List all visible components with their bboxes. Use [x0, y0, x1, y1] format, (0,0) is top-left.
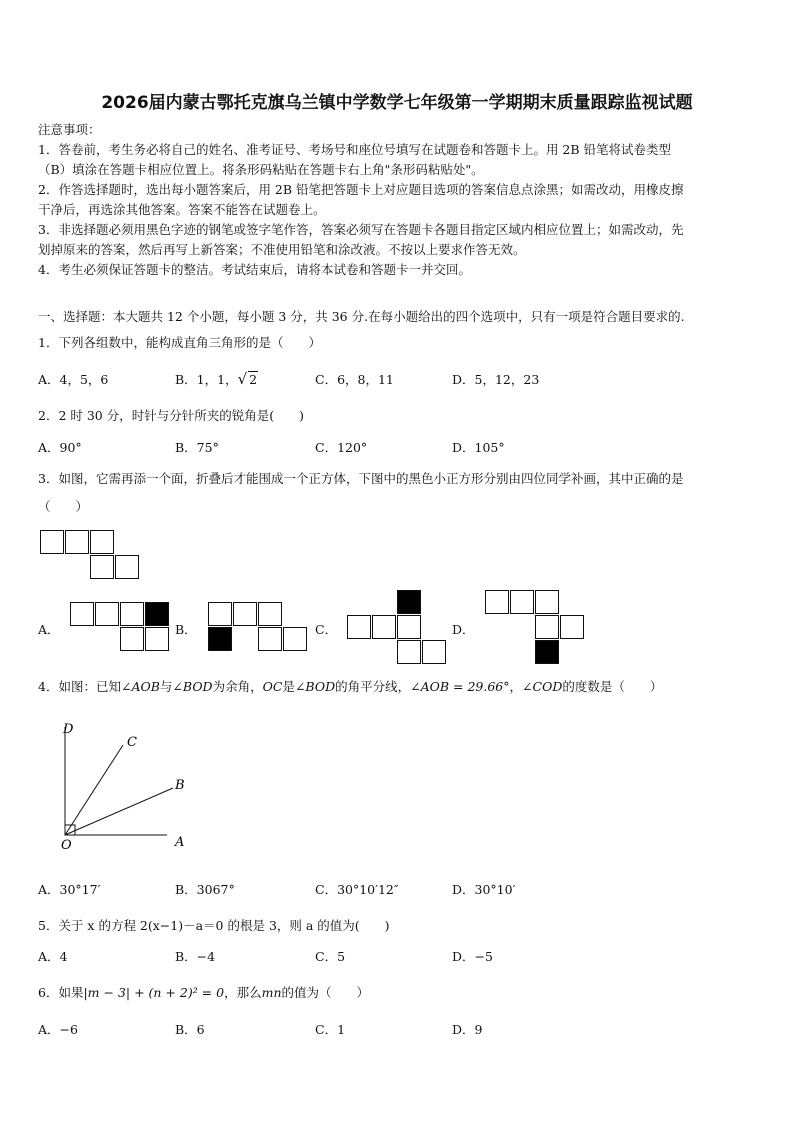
net-cell-black: [535, 640, 559, 664]
net-cell: [95, 602, 119, 626]
net-cell: [120, 602, 144, 626]
q4-equation: ∠AOB = 29.66°: [410, 679, 510, 694]
q6-mn: mn: [261, 985, 282, 1000]
net-cell: [535, 615, 559, 639]
q6-option-c[interactable]: C．1: [315, 1022, 346, 1037]
q4-option-d[interactable]: D．30°10′: [452, 882, 516, 897]
q3-option-a[interactable]: A．: [38, 622, 60, 637]
q3-option-d[interactable]: D．: [452, 622, 475, 637]
question-1-stem: 1．下列各组数中，能构成直角三角形的是（ ）: [38, 335, 321, 350]
net-cell: [422, 640, 446, 664]
q1-option-b-prefix: B．1，1，: [175, 372, 238, 387]
net-cell: [65, 530, 89, 554]
q4-option-b[interactable]: B．3067°: [175, 882, 235, 897]
q5-option-c[interactable]: C．5: [315, 949, 346, 964]
notice-line: 1．答卷前，考生务必将自己的姓名、准考证号、考场号和座位号填写在试题卷和答题卡上。用 2B 铅笔将试卷类型: [38, 142, 672, 157]
q5-option-a[interactable]: A．4: [38, 949, 68, 964]
section-heading: 一、选择题：本大题共 12 个小题，每小题 3 分，共 36 分.在每小题给出的四个选项中，只有一项是符合题目要求的.: [38, 309, 685, 324]
q6-text: 的值为（ ）: [281, 985, 370, 1000]
q4-text: ，: [509, 679, 523, 694]
notice-block: [38, 120, 760, 280]
q4-angle-diagram: [55, 715, 205, 855]
net-cell: [372, 615, 396, 639]
net-cell-black: [397, 590, 421, 614]
question-6-stem: [38, 983, 369, 1001]
q4-text: 的角平分线，: [335, 679, 411, 694]
notice-line: （B）填涂在答题卡相应位置上。将条形码粘贴在答题卡右上角"条形码粘贴处"。: [38, 162, 484, 177]
net-cell: [145, 627, 169, 651]
net-cell: [485, 590, 509, 614]
q4-angle-cod: ∠COD: [522, 679, 563, 694]
notice-line: 划掉原来的答案，然后再写上新答案；不准使用铅笔和涂改液。不按以上要求作答无效。: [38, 242, 526, 257]
net-cell: [115, 555, 139, 579]
q2-option-d[interactable]: D．105°: [452, 440, 505, 455]
q6-option-d[interactable]: D．9: [452, 1022, 483, 1037]
q4-option-c[interactable]: C．30°10′12″: [315, 882, 399, 897]
net-cell: [397, 640, 421, 664]
q1-option-b[interactable]: B．1，1，√ 2: [175, 370, 258, 388]
q4-text: 是: [282, 679, 295, 694]
q3-option-b[interactable]: B．: [175, 622, 197, 637]
question-2-stem: 2．2 时 30 分，时针与分针所夹的锐角是( ): [38, 408, 304, 423]
q4-text: 与: [159, 679, 173, 694]
q4-angle-aob: ∠AOB: [120, 679, 160, 694]
q2-option-b[interactable]: B．75°: [175, 440, 219, 455]
q3-option-c[interactable]: C．: [315, 622, 338, 637]
question-3-stem-paren: （ ）: [38, 499, 89, 514]
q5-option-b[interactable]: B．−4: [175, 949, 216, 964]
q4-option-a[interactable]: A．30°17′: [38, 882, 101, 897]
q1-option-c[interactable]: C．6，8，11: [315, 372, 394, 387]
net-cell: [560, 615, 584, 639]
label-d: D: [63, 722, 74, 737]
net-cell: [40, 530, 64, 554]
q4-oc: OC: [262, 679, 283, 694]
q4-angle-bod: ∠BOD: [172, 679, 213, 694]
label-o: O: [61, 838, 72, 853]
net-cell: [120, 627, 144, 651]
q1-option-a[interactable]: A．4，5，6: [38, 372, 109, 387]
q2-option-a[interactable]: A．90°: [38, 440, 82, 455]
notice-line: 3．非选择题必须用黑色字迹的钢笔或签字笔作答，答案必须写在答题卡各题目指定区域内相应位置上；如需改动，先: [38, 222, 684, 237]
net-cell: [283, 627, 307, 651]
label-b: B: [175, 778, 185, 793]
q2-option-c[interactable]: C．120°: [315, 440, 368, 455]
net-cell: [258, 602, 282, 626]
net-cell-black: [145, 602, 169, 626]
notice-heading: 注意事项：: [38, 122, 101, 137]
q4-angle-bod: ∠BOD: [294, 679, 336, 694]
question-3-stem: 3．如图，它需再添一个面，折叠后才能围成一个正方体，下图中的黑色小正方形分别由四位同学补画，其中正确的是: [38, 471, 684, 486]
q4-text: 的度数是（ ）: [562, 679, 663, 694]
q5-option-d[interactable]: D．−5: [452, 949, 493, 964]
q6-text: ，那么: [224, 985, 262, 1000]
exam-title: 2026届内蒙古鄂托克旗乌兰镇中学数学七年级第一学期期末质量跟踪监视试题: [101, 93, 693, 113]
net-cell: [233, 602, 257, 626]
net-cell: [397, 615, 421, 639]
ray-oc: [65, 745, 123, 835]
q6-option-b[interactable]: B．6: [175, 1022, 205, 1037]
net-cell: [347, 615, 371, 639]
net-cell: [535, 590, 559, 614]
question-4-stem: [38, 677, 662, 695]
notice-line: 干净后，再选涂其他答案。答案不能答在试题卷上。: [38, 202, 326, 217]
net-cell-black: [208, 627, 232, 651]
q4-text: 为余角，: [212, 679, 263, 694]
label-a: A: [175, 835, 185, 850]
net-cell: [258, 627, 282, 651]
net-cell: [208, 602, 232, 626]
net-cell: [510, 590, 534, 614]
q4-text: 4．如图：已知: [38, 679, 121, 694]
net-cell: [90, 555, 114, 579]
q1-option-b-radicand: 2: [249, 372, 258, 387]
q6-expression: |m − 3| + (n + 2)² = 0: [83, 985, 225, 1000]
net-cell: [70, 602, 94, 626]
ray-ob: [65, 788, 173, 835]
q6-text: 6．如果: [38, 985, 84, 1000]
net-cell: [90, 530, 114, 554]
notice-line: 2．作答选择题时，选出每小题答案后，用 2B 铅笔把答题卡上对应题目选项的答案信息点涂黑；如需改动，用橡皮擦: [38, 182, 684, 197]
notice-line: 4．考生必须保证答题卡的整洁。考试结束后，请将本试卷和答题卡一并交回。: [38, 262, 471, 277]
question-5-stem: 5．关于 x 的方程 2(x−1)－a＝0 的根是 3，则 a 的值为( ): [38, 918, 390, 933]
q6-option-a[interactable]: A．−6: [38, 1022, 78, 1037]
label-c: C: [127, 735, 137, 750]
q1-option-d[interactable]: D．5，12，23: [452, 372, 540, 387]
